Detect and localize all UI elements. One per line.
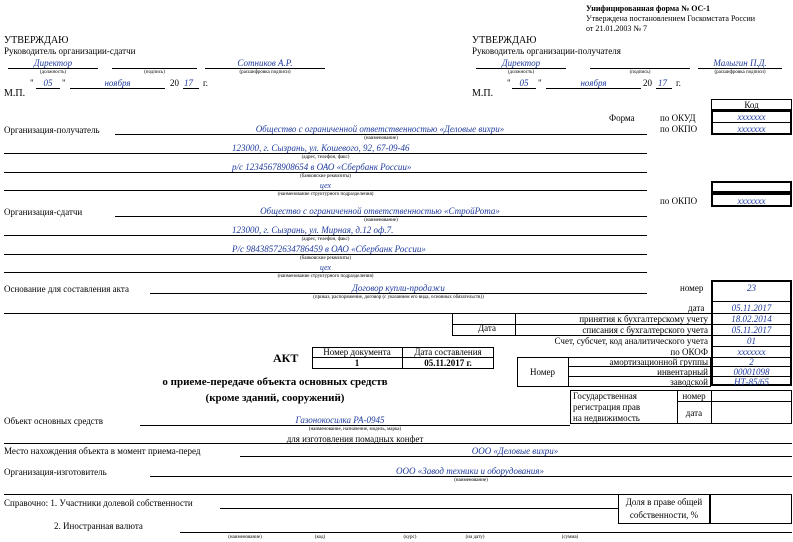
object-label: Объект основных средств [4, 416, 103, 426]
caption-currency-name: (наименование) [228, 535, 262, 540]
basis-number-label: номер [680, 283, 704, 293]
registration-label-2: регистрация прав [573, 402, 641, 412]
location-field[interactable]: ООО «Деловые вихри» [471, 446, 559, 456]
form-approved-by: Утверждена постановлением Госкомстата России [586, 14, 756, 23]
accepted-label: принятия к бухгалтерскому учету [579, 314, 708, 324]
okpo2-value[interactable]: xxxxxxx [737, 196, 766, 206]
act-subtitle-1: о приеме-передаче объекта основных средств [162, 376, 388, 388]
factory-field[interactable]: НТ-85/65 [733, 377, 769, 387]
registration-label-1: Государственная [573, 391, 637, 401]
doc-number-field[interactable]: 1 [354, 358, 360, 368]
approve-title: УТВЕРЖДАЮ [472, 35, 537, 46]
okpo-value[interactable]: xxxxxxx [737, 124, 766, 134]
caption-division: (наименование структурного подразделения) [277, 274, 374, 279]
okpo-label: по ОКПО [660, 124, 698, 134]
approve-year-field[interactable]: 17 [658, 78, 667, 88]
form-label: Форма [609, 113, 635, 123]
caption-position: (должность) [507, 70, 535, 75]
sender-division-field[interactable]: цех [319, 263, 332, 272]
written-date-field[interactable]: 05.11.2017 [731, 325, 772, 335]
caption-basis: (приказ, распоряжение, договор (с указанием его вида, основных обязательств)) [313, 295, 484, 300]
approve-name-field[interactable]: Малыгин П.Д. [713, 58, 767, 68]
manufacturer-label: Организация-изготовитель [4, 467, 107, 477]
receiver-address-field[interactable]: 123000, г. Сызрань, ул. Кошевого, 92, 67-09-46 [232, 143, 410, 153]
year-prefix: 20 [170, 78, 179, 88]
approve-position-field[interactable]: Директор [33, 58, 73, 68]
reference-label-1: Справочно: 1. Участники долевой собственности [4, 498, 193, 508]
act-title: АКТ [273, 351, 299, 365]
sender-name-field[interactable]: Общество с ограниченной ответственностью «СтройРота» [260, 206, 500, 216]
basis-label: Основание для составления акта [4, 284, 129, 294]
form-unified-label: Унифицированная форма № ОС-1 [586, 4, 710, 13]
caption-signature: (подпись) [629, 70, 651, 75]
share-label-1: Доля в праве общей [625, 497, 703, 507]
manufacturer-field[interactable]: ООО «Завод техники и оборудования» [396, 466, 544, 476]
okud-label: по ОКУД [660, 113, 696, 123]
number-label: Номер [530, 367, 556, 377]
object-extra: для изготовления помадных конфет [286, 434, 424, 444]
caption-bank: (банковские реквизиты) [300, 174, 351, 179]
approve-role: Руководитель организации-сдатчи [4, 46, 136, 56]
caption-currency-code: (код) [314, 535, 326, 540]
accepted-date-field[interactable]: 18.02.2014 [731, 314, 772, 324]
share-label-2: собственности, % [629, 510, 699, 520]
caption-manufacturer: (наименование) [454, 478, 488, 483]
okof-field[interactable]: xxxxxxx [737, 347, 766, 357]
doc-number-label: Номер документа [323, 347, 391, 357]
codes-header: Код [744, 100, 759, 110]
doc-date-label: Дата составления [414, 347, 482, 357]
approve-title: УТВЕРЖДАЮ [4, 35, 69, 46]
caption-name: (наименование) [364, 136, 398, 141]
receiver-division-field[interactable]: цех [319, 181, 332, 190]
doc-date-field[interactable]: 05.11.2017 г. [424, 358, 472, 368]
okpo2-label: по ОКПО [660, 196, 698, 206]
receiver-label: Организация-получатель [4, 125, 100, 135]
basis-date-field[interactable]: 05.11.2017 [731, 303, 772, 313]
approve-role: Руководитель организации-получателя [472, 46, 621, 56]
approve-year-field[interactable]: 17 [184, 78, 193, 88]
caption-currency-sum: (сумма) [561, 535, 579, 540]
account-field[interactable]: 01 [747, 336, 756, 346]
written-label: списания с бухгалтерского учета [582, 325, 708, 335]
caption-name: (наименование) [364, 218, 398, 223]
caption-division: (наименование структурного подразделения) [277, 192, 374, 197]
caption-currency-date: (на дату) [465, 535, 485, 540]
approve-name-field[interactable]: Сотников А.Р. [237, 58, 293, 68]
amort-field[interactable]: 2 [749, 357, 754, 367]
caption-bank: (банковские реквизиты) [300, 256, 351, 261]
object-field[interactable]: Газонокосилка РА-0945 [295, 415, 385, 425]
amort-label: амортизационной группы [609, 357, 708, 367]
account-label: Счет, субсчет, код аналитического учета [554, 336, 708, 346]
caption-address: (адрес, телефон, факс) [301, 237, 350, 242]
factory-label: заводской [670, 377, 708, 387]
inventory-label: инвентарный [657, 367, 708, 377]
caption-object: (наименование, назначение, модель, марка) [308, 427, 402, 432]
registration-number-label: номер [682, 391, 706, 401]
stamp-place: М.П. [4, 88, 26, 99]
approve-day-field[interactable]: 05 [43, 78, 53, 88]
registration-date-label: дата [685, 408, 703, 418]
caption-signature: (подпись) [144, 70, 165, 75]
stamp-place: М.П. [472, 88, 494, 99]
approve-month-field[interactable]: ноября [580, 78, 607, 88]
caption-address: (адрес, телефон, факс) [301, 155, 350, 160]
inventory-field[interactable]: 00001098 [733, 367, 770, 377]
caption-position: (должность) [39, 70, 67, 75]
caption-decoding: (расшифровка подписи) [239, 70, 291, 75]
basis-date-label: дата [688, 303, 705, 313]
caption-decoding: (расшифровка подписи) [714, 70, 766, 75]
accounting-date-label: Дата [478, 323, 496, 333]
okud-value[interactable]: xxxxxxx [737, 112, 766, 122]
receiver-bank-field[interactable]: р/с 12345678908654 в ОАО «Сбербанк России» [232, 162, 412, 172]
sender-address-field[interactable]: 123000, г. Сызрань, ул. Мирная, д.12 оф.7. [232, 225, 394, 235]
basis-field[interactable]: Договор купли-продажи [352, 283, 445, 293]
year-suffix: г. [676, 78, 681, 88]
form-approved-date: от 21.01.2003 № 7 [586, 24, 648, 33]
year-prefix: 20 [643, 78, 652, 88]
act-subtitle-2: (кроме зданий, сооружений) [205, 392, 345, 404]
location-label: Место нахождения объекта в момент приема-перед [4, 446, 201, 456]
reference-label-2: 2. Иностранная валюта [54, 521, 143, 531]
registration-label-3: на недвижимость [573, 413, 640, 423]
basis-number-field[interactable]: 23 [747, 283, 756, 293]
sender-bank-field[interactable]: Р/с 98438572634786459 в ОАО «Сбербанк России» [232, 244, 426, 254]
okof-label: по ОКОФ [670, 347, 708, 357]
receiver-name-field[interactable]: Общество с ограниченной ответственностью «Деловые вихри» [255, 124, 505, 134]
sender-label: Организация-сдатчи [4, 207, 83, 217]
approve-day-field[interactable]: 05 [519, 78, 529, 88]
approve-position-field[interactable]: Директор [501, 58, 541, 68]
caption-currency-rate: (курс) [403, 535, 417, 540]
year-suffix: г. [203, 78, 208, 88]
approve-month-field[interactable]: ноября [104, 78, 131, 88]
